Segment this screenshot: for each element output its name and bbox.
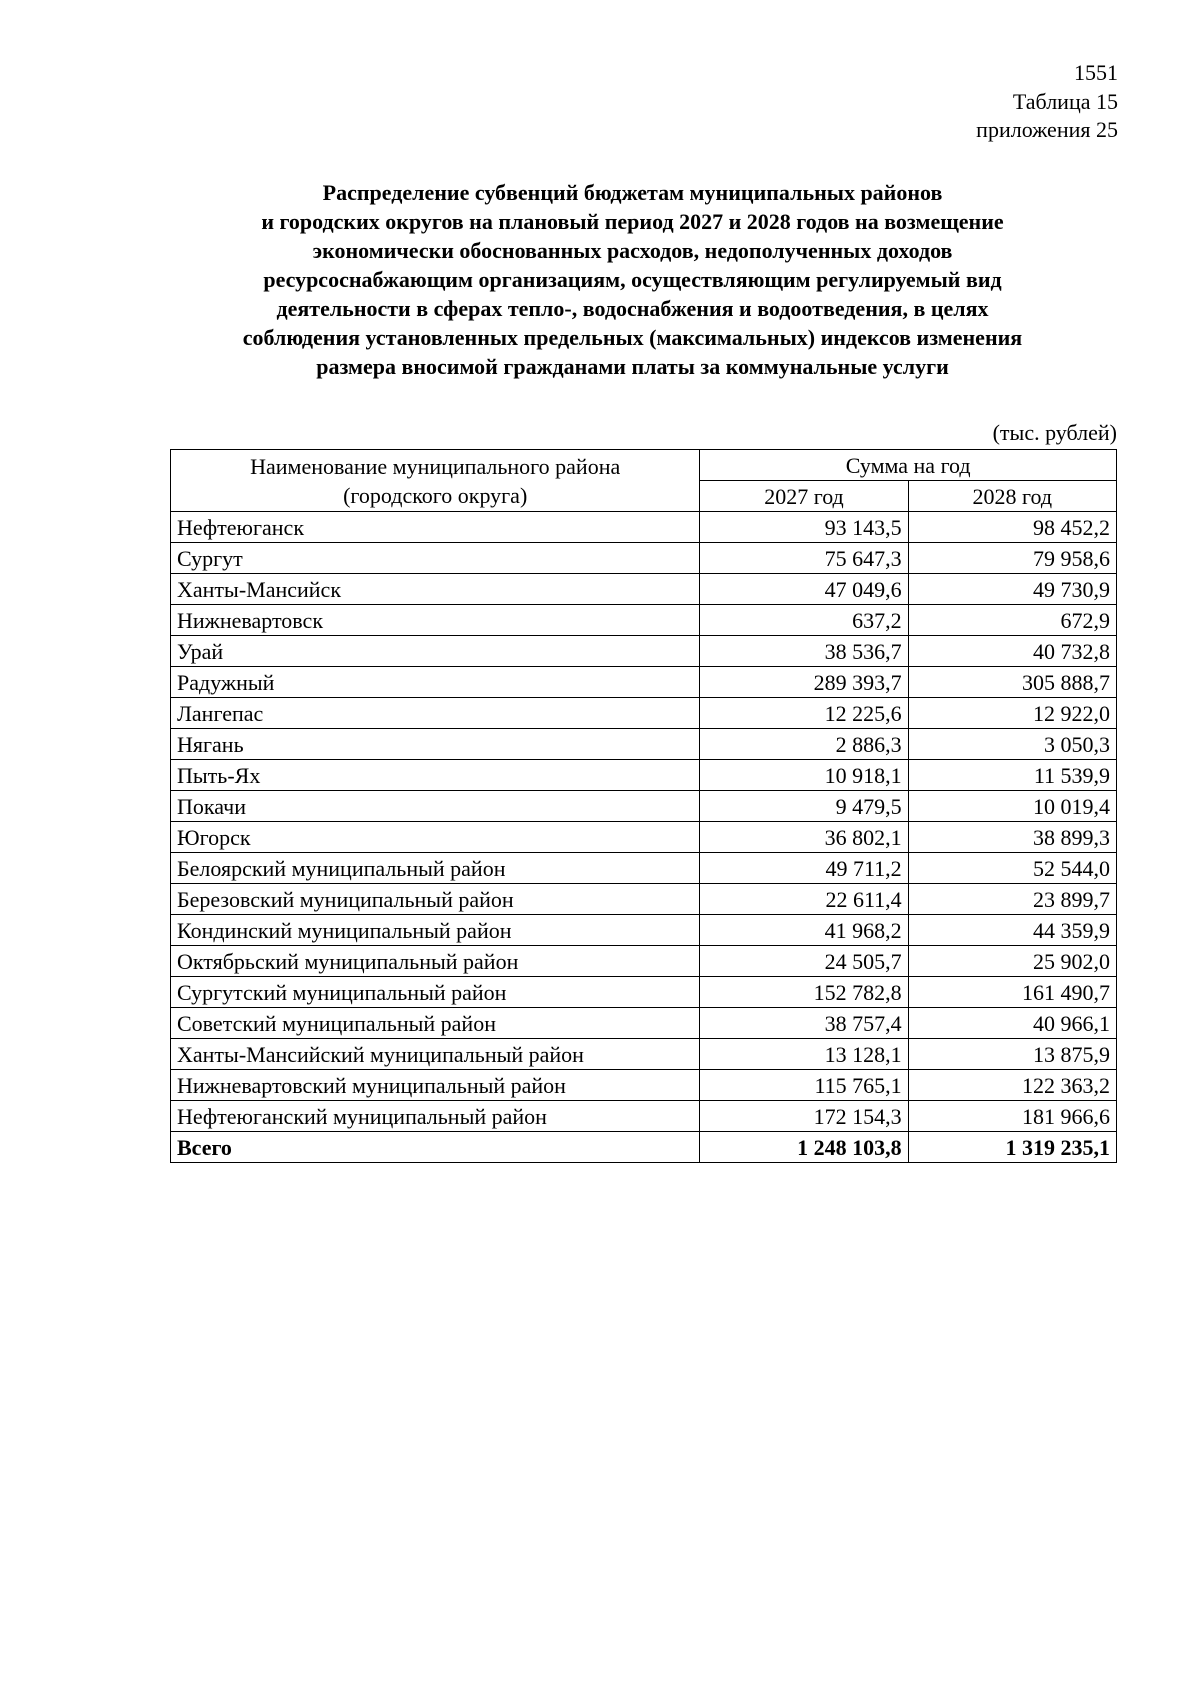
title-line: деятельности в сферах тепло-, водоснабжения и водоотведения, в целях (276, 296, 989, 321)
column-header-2027: 2027 год (700, 481, 908, 512)
row-name-cell: Нефтеюганск (171, 512, 700, 543)
table-row (171, 977, 1117, 1008)
row-name-cell: Нефтеюганский муниципальный район (171, 1101, 700, 1132)
row-2027-cell: 47 049,6 (700, 574, 908, 605)
row-2028-cell: 23 899,7 (908, 884, 1116, 915)
title-line: экономически обоснованных расходов, недополученных доходов (312, 238, 953, 263)
row-2027-cell: 115 765,1 (700, 1070, 908, 1101)
row-2027-cell: 289 393,7 (700, 667, 908, 698)
row-name-cell: Нижневартовский муниципальный район (171, 1070, 700, 1101)
row-2028-cell: 52 544,0 (908, 853, 1116, 884)
table-row (171, 946, 1117, 977)
title-line: соблюдения установленных предельных (максимальных) индексов изменения (242, 325, 1023, 350)
row-name-cell: Урай (171, 636, 700, 667)
total-2028-cell: 1 319 235,1 (908, 1132, 1116, 1163)
table-row (171, 698, 1117, 729)
row-name-cell: Нягань (171, 729, 700, 760)
document-title (165, 178, 1100, 381)
table-row (171, 1008, 1117, 1039)
row-2027-cell: 9 479,5 (700, 791, 908, 822)
table-row (171, 822, 1117, 853)
table-row (171, 1070, 1117, 1101)
row-2028-cell: 10 019,4 (908, 791, 1116, 822)
row-2027-cell: 38 757,4 (700, 1008, 908, 1039)
table-row (171, 636, 1117, 667)
title-line: Распределение субвенций бюджетам муниципальных районов (322, 180, 943, 205)
page-number: 1551 (1074, 60, 1118, 85)
row-name-cell: Ханты-Мансийск (171, 574, 700, 605)
row-2028-cell: 40 966,1 (908, 1008, 1116, 1039)
row-2028-cell: 161 490,7 (908, 977, 1116, 1008)
table-number: Таблица 15 (1012, 89, 1118, 114)
table-row (171, 1101, 1117, 1132)
row-name-cell: Покачи (171, 791, 700, 822)
row-2027-cell: 41 968,2 (700, 915, 908, 946)
row-2027-cell: 24 505,7 (700, 946, 908, 977)
row-2027-cell: 152 782,8 (700, 977, 908, 1008)
table-reference (976, 88, 1118, 144)
row-2028-cell: 98 452,2 (908, 512, 1116, 543)
column-header-name (171, 450, 700, 512)
row-name-cell: Кондинский муниципальный район (171, 915, 700, 946)
table-row (171, 667, 1117, 698)
row-2028-cell: 122 363,2 (908, 1070, 1116, 1101)
row-name-cell: Ханты-Мансийский муниципальный район (171, 1039, 700, 1070)
total-row (171, 1132, 1117, 1163)
row-name-cell: Октябрьский муниципальный район (171, 946, 700, 977)
table-row (171, 915, 1117, 946)
row-2028-cell: 12 922,0 (908, 698, 1116, 729)
title-line: ресурсоснабжающим организациям, осуществляющим регулируемый вид (263, 267, 1002, 292)
row-name-cell: Лангепас (171, 698, 700, 729)
table-row (171, 791, 1117, 822)
units-label: (тыс. рублей) (992, 420, 1117, 445)
row-2027-cell: 637,2 (700, 605, 908, 636)
table-row (171, 543, 1117, 574)
column-header-2028: 2028 год (908, 481, 1116, 512)
row-2028-cell: 79 958,6 (908, 543, 1116, 574)
row-2027-cell: 12 225,6 (700, 698, 908, 729)
row-name-cell: Березовский муниципальный район (171, 884, 700, 915)
total-label-cell: Всего (171, 1132, 700, 1163)
row-2027-cell: 10 918,1 (700, 760, 908, 791)
row-name-cell: Сургут (171, 543, 700, 574)
row-2027-cell: 75 647,3 (700, 543, 908, 574)
table-row (171, 512, 1117, 543)
row-2027-cell: 38 536,7 (700, 636, 908, 667)
row-2028-cell: 305 888,7 (908, 667, 1116, 698)
title-line: и городских округов на плановый период 2027 и 2028 годов на возмещение (261, 209, 1004, 234)
table-row (171, 729, 1117, 760)
table-body (171, 512, 1117, 1163)
row-name-cell: Нижневартовск (171, 605, 700, 636)
row-name-cell: Радужный (171, 667, 700, 698)
title-line: размера вносимой гражданами платы за коммунальные услуги (316, 354, 949, 379)
row-2028-cell: 40 732,8 (908, 636, 1116, 667)
total-2027-cell: 1 248 103,8 (700, 1132, 908, 1163)
row-name-cell: Югорск (171, 822, 700, 853)
column-header-sum: Сумма на год (700, 450, 1117, 481)
subvention-table (170, 449, 1117, 1163)
row-2027-cell: 93 143,5 (700, 512, 908, 543)
row-2028-cell: 44 359,9 (908, 915, 1116, 946)
column-header-name-line2: (городского округа) (343, 482, 528, 508)
table-header-row (171, 450, 1117, 481)
row-name-cell: Пыть-Ях (171, 760, 700, 791)
row-name-cell: Белоярский муниципальный район (171, 853, 700, 884)
row-name-cell: Советский муниципальный район (171, 1008, 700, 1039)
row-2027-cell: 22 611,4 (700, 884, 908, 915)
table-row (171, 574, 1117, 605)
row-2028-cell: 181 966,6 (908, 1101, 1116, 1132)
row-2027-cell: 172 154,3 (700, 1101, 908, 1132)
row-2028-cell: 25 902,0 (908, 946, 1116, 977)
row-2027-cell: 49 711,2 (700, 853, 908, 884)
row-2027-cell: 2 886,3 (700, 729, 908, 760)
column-header-name-line1: Наименование муниципального района (250, 453, 621, 479)
row-2028-cell: 13 875,9 (908, 1039, 1116, 1070)
appendix-number: приложения 25 (976, 117, 1118, 142)
row-2027-cell: 13 128,1 (700, 1039, 908, 1070)
table-row (171, 884, 1117, 915)
row-2028-cell: 38 899,3 (908, 822, 1116, 853)
row-2028-cell: 49 730,9 (908, 574, 1116, 605)
row-2028-cell: 3 050,3 (908, 729, 1116, 760)
row-2028-cell: 672,9 (908, 605, 1116, 636)
row-name-cell: Сургутский муниципальный район (171, 977, 700, 1008)
row-2027-cell: 36 802,1 (700, 822, 908, 853)
row-2028-cell: 11 539,9 (908, 760, 1116, 791)
table-row (171, 853, 1117, 884)
table-row (171, 760, 1117, 791)
table-row (171, 1039, 1117, 1070)
table-row (171, 605, 1117, 636)
